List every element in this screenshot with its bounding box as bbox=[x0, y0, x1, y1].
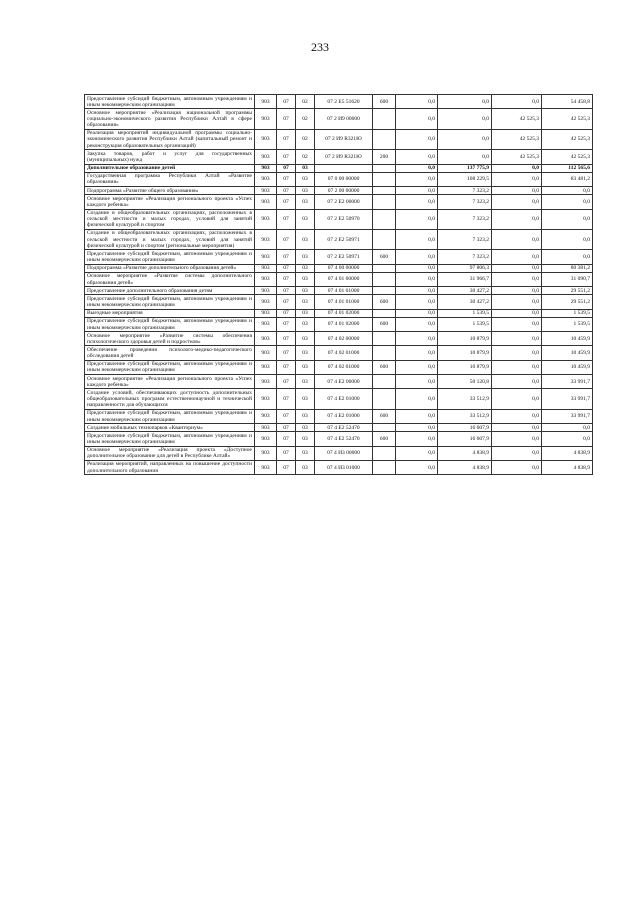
amount-d: 33 991,7 bbox=[542, 409, 593, 423]
target-code: 07 4 E2 01000 bbox=[315, 409, 373, 423]
subsection-code: 03 bbox=[296, 172, 315, 186]
table-row bbox=[85, 409, 593, 423]
subsection-code: 03 bbox=[296, 424, 315, 432]
table-row bbox=[85, 295, 593, 309]
amount-a: 0,0 bbox=[396, 250, 438, 264]
admin-code: 903 bbox=[255, 195, 277, 209]
amount-b: 50 120,8 bbox=[438, 375, 492, 389]
row-name: Основное мероприятие «Реализация регионального проекта «Успех каждого ребенка» bbox=[85, 375, 255, 389]
expense-type-code bbox=[373, 389, 396, 409]
table-row bbox=[85, 250, 593, 264]
row-name: Основное мероприятие «Развитие системы обеспечения психологического здоровья детей и подростков» bbox=[85, 332, 255, 346]
admin-code: 903 bbox=[255, 375, 277, 389]
admin-code: 903 bbox=[255, 150, 277, 164]
amount-a: 0,0 bbox=[396, 460, 438, 474]
target-code: 07 2 E2 50970 bbox=[315, 209, 373, 229]
amount-b: 30 427,2 bbox=[438, 287, 492, 295]
amount-c: 0,0 bbox=[492, 250, 542, 264]
amount-c: 0,0 bbox=[492, 346, 542, 360]
table-row bbox=[85, 287, 593, 295]
amount-d: 10 459,9 bbox=[542, 332, 593, 346]
admin-code: 903 bbox=[255, 287, 277, 295]
expense-type-code bbox=[373, 109, 396, 129]
section-code: 07 bbox=[277, 346, 296, 360]
subsection-code: 03 bbox=[296, 346, 315, 360]
amount-a: 0,0 bbox=[396, 129, 438, 149]
amount-c: 0,0 bbox=[492, 164, 542, 172]
amount-a: 0,0 bbox=[396, 95, 438, 109]
expense-type-code bbox=[373, 332, 396, 346]
admin-code: 903 bbox=[255, 164, 277, 172]
amount-a: 0,0 bbox=[396, 272, 438, 286]
expense-type-code bbox=[373, 229, 396, 249]
amount-d: 1 539,5 bbox=[542, 309, 593, 317]
subsection-code: 03 bbox=[296, 446, 315, 460]
table-row bbox=[85, 460, 593, 474]
amount-b: 1 539,5 bbox=[438, 309, 492, 317]
subsection-code: 02 bbox=[296, 95, 315, 109]
amount-b: 10 879,9 bbox=[438, 332, 492, 346]
subsection-code: 03 bbox=[296, 460, 315, 474]
amount-d: 33 991,7 bbox=[542, 375, 593, 389]
table-row bbox=[85, 150, 593, 164]
amount-d: 1 539,5 bbox=[542, 317, 593, 331]
amount-c: 0,0 bbox=[492, 295, 542, 309]
amount-b: 4 838,9 bbox=[438, 446, 492, 460]
target-code bbox=[315, 164, 373, 172]
table-row bbox=[85, 309, 593, 317]
target-code: 07 4 E2 00000 bbox=[315, 375, 373, 389]
amount-c: 0,0 bbox=[492, 460, 542, 474]
amount-a: 0,0 bbox=[396, 187, 438, 195]
amount-a: 0,0 bbox=[396, 264, 438, 272]
amount-c: 0,0 bbox=[492, 172, 542, 186]
admin-code: 903 bbox=[255, 460, 277, 474]
amount-b: 10 879,9 bbox=[438, 360, 492, 374]
admin-code: 903 bbox=[255, 360, 277, 374]
subsection-code: 03 bbox=[296, 432, 315, 446]
amount-c: 0,0 bbox=[492, 375, 542, 389]
section-code: 07 bbox=[277, 250, 296, 264]
table-row bbox=[85, 272, 593, 286]
admin-code: 903 bbox=[255, 229, 277, 249]
amount-c: 0,0 bbox=[492, 195, 542, 209]
amount-a: 0,0 bbox=[396, 295, 438, 309]
section-code: 07 bbox=[277, 332, 296, 346]
amount-c: 0,0 bbox=[492, 229, 542, 249]
row-name: Предоставление субсидий бюджетным, автономным учреждениям и иным некоммерческим организациям bbox=[85, 95, 255, 109]
target-code: 07 2 E2 00000 bbox=[315, 195, 373, 209]
target-code: 07 2 E2 50971 bbox=[315, 229, 373, 249]
admin-code: 903 bbox=[255, 264, 277, 272]
target-code: 07 4 И3 01000 bbox=[315, 460, 373, 474]
section-code: 07 bbox=[277, 150, 296, 164]
row-name: Реализация мероприятий, направленных на повышение доступности дополнительного образования bbox=[85, 460, 255, 474]
table-row bbox=[85, 346, 593, 360]
row-name: Закупка товаров, работ и услуг для государственных (муниципальных) нужд bbox=[85, 150, 255, 164]
row-name: Предоставление субсидий бюджетным, автономным учреждениям и иным некоммерческим организациям bbox=[85, 250, 255, 264]
row-name: Создание условий, обеспечивающих доступность дополнительных общеобразовательных программ естественнонаучной и технической направленности для обучающихся bbox=[85, 389, 255, 409]
expense-type-code: 600 bbox=[373, 409, 396, 423]
section-code: 07 bbox=[277, 129, 296, 149]
section-code: 07 bbox=[277, 309, 296, 317]
expense-type-code bbox=[373, 164, 396, 172]
amount-d: 10 459,9 bbox=[542, 346, 593, 360]
expense-type-code: 600 bbox=[373, 432, 396, 446]
amount-d: 31 090,7 bbox=[542, 272, 593, 286]
amount-c: 0,0 bbox=[492, 389, 542, 409]
expense-type-code bbox=[373, 375, 396, 389]
admin-code: 903 bbox=[255, 409, 277, 423]
section-code: 07 bbox=[277, 172, 296, 186]
amount-a: 0,0 bbox=[396, 446, 438, 460]
admin-code: 903 bbox=[255, 187, 277, 195]
amount-d: 0,0 bbox=[542, 195, 593, 209]
section-code: 07 bbox=[277, 446, 296, 460]
amount-d: 0,0 bbox=[542, 424, 593, 432]
target-code: 07 2 И9 R321Ю bbox=[315, 150, 373, 164]
amount-b: 10 879,9 bbox=[438, 346, 492, 360]
section-code: 07 bbox=[277, 164, 296, 172]
table-row bbox=[85, 317, 593, 331]
amount-d: 4 838,9 bbox=[542, 460, 593, 474]
amount-b: 30 427,2 bbox=[438, 295, 492, 309]
admin-code: 903 bbox=[255, 432, 277, 446]
amount-b: 108 229,5 bbox=[438, 172, 492, 186]
amount-a: 0,0 bbox=[396, 375, 438, 389]
row-name: Предоставление субсидий бюджетным, автономным учреждениям и иным некоммерческим организациям bbox=[85, 295, 255, 309]
amount-a: 0,0 bbox=[396, 172, 438, 186]
admin-code: 903 bbox=[255, 389, 277, 409]
table-row bbox=[85, 187, 593, 195]
target-code: 07 4 И3 00000 bbox=[315, 446, 373, 460]
subsection-code: 03 bbox=[296, 164, 315, 172]
section-code: 07 bbox=[277, 287, 296, 295]
amount-b: 16 607,9 bbox=[438, 432, 492, 446]
amount-a: 0,0 bbox=[396, 332, 438, 346]
target-code: 07 4 01 01000 bbox=[315, 287, 373, 295]
amount-b: 7 323,2 bbox=[438, 187, 492, 195]
target-code: 07 4 01 00000 bbox=[315, 272, 373, 286]
amount-c: 0,0 bbox=[492, 264, 542, 272]
amount-c: 0,0 bbox=[492, 95, 542, 109]
target-code: 07 4 01 01000 bbox=[315, 295, 373, 309]
target-code: 07 4 02 01000 bbox=[315, 346, 373, 360]
admin-code: 903 bbox=[255, 424, 277, 432]
row-name: Предоставление субсидий бюджетным, автономным учреждениям и иным некоммерческим организациям bbox=[85, 317, 255, 331]
amount-b: 33 512,9 bbox=[438, 389, 492, 409]
row-name: Подпрограмма «Развитие общего образования» bbox=[85, 187, 255, 195]
target-code: 07 2 E5 51620 bbox=[315, 95, 373, 109]
admin-code: 903 bbox=[255, 95, 277, 109]
row-name: Дополнительное образование детей bbox=[85, 164, 255, 172]
amount-d: 0,0 bbox=[542, 209, 593, 229]
amount-b: 137 775,9 bbox=[438, 164, 492, 172]
admin-code: 903 bbox=[255, 129, 277, 149]
row-name: Реализация мероприятий индивидуальной программы социально-экономического развития Республики Алтай (капитальный ремонт и реконструкция образовательных организаций) bbox=[85, 129, 255, 149]
amount-d: 4 838,9 bbox=[542, 446, 593, 460]
expense-type-code: 600 bbox=[373, 317, 396, 331]
amount-b: 16 607,9 bbox=[438, 424, 492, 432]
table-row bbox=[85, 432, 593, 446]
subsection-code: 03 bbox=[296, 272, 315, 286]
amount-a: 0,0 bbox=[396, 229, 438, 249]
section-code: 07 bbox=[277, 375, 296, 389]
target-code: 07 4 01 02000 bbox=[315, 309, 373, 317]
section-code: 07 bbox=[277, 229, 296, 249]
amount-c: 0,0 bbox=[492, 309, 542, 317]
amount-c: 0,0 bbox=[492, 446, 542, 460]
section-code: 07 bbox=[277, 389, 296, 409]
subsection-code: 03 bbox=[296, 250, 315, 264]
amount-b: 31 966,7 bbox=[438, 272, 492, 286]
target-code: 07 0 00 00000 bbox=[315, 172, 373, 186]
admin-code: 903 bbox=[255, 309, 277, 317]
subsection-code: 03 bbox=[296, 209, 315, 229]
amount-c: 0,0 bbox=[492, 332, 542, 346]
table-row bbox=[85, 446, 593, 460]
amount-a: 0,0 bbox=[396, 195, 438, 209]
page-number: 233 bbox=[311, 40, 329, 54]
subsection-code: 03 bbox=[296, 295, 315, 309]
subsection-code: 02 bbox=[296, 109, 315, 129]
section-code: 07 bbox=[277, 409, 296, 423]
row-name: Предоставление субсидий бюджетным, автономным учреждениям и иным некоммерческим организациям bbox=[85, 432, 255, 446]
target-code: 07 4 E2 52470 bbox=[315, 424, 373, 432]
subsection-code: 03 bbox=[296, 317, 315, 331]
amount-d: 33 991,7 bbox=[542, 389, 593, 409]
amount-a: 0,0 bbox=[396, 360, 438, 374]
subsection-code: 03 bbox=[296, 332, 315, 346]
row-name: Основное мероприятие «Реализация проекта «Доступное дополнительное образование для детей в Республике Алтай» bbox=[85, 446, 255, 460]
expense-type-code bbox=[373, 309, 396, 317]
section-code: 07 bbox=[277, 195, 296, 209]
amount-a: 0,0 bbox=[396, 209, 438, 229]
expense-type-code bbox=[373, 287, 396, 295]
target-code: 07 4 00 00000 bbox=[315, 264, 373, 272]
subsection-code: 03 bbox=[296, 187, 315, 195]
amount-d: 0,0 bbox=[542, 432, 593, 446]
table-row bbox=[85, 209, 593, 229]
amount-a: 0,0 bbox=[396, 432, 438, 446]
amount-c: 0,0 bbox=[492, 272, 542, 286]
table-row bbox=[85, 375, 593, 389]
table-row bbox=[85, 229, 593, 249]
expense-type-code bbox=[373, 264, 396, 272]
section-code: 07 bbox=[277, 187, 296, 195]
expense-type-code bbox=[373, 424, 396, 432]
amount-b: 0,0 bbox=[438, 129, 492, 149]
admin-code: 903 bbox=[255, 272, 277, 286]
target-code: 07 4 02 01000 bbox=[315, 360, 373, 374]
subsection-code: 03 bbox=[296, 229, 315, 249]
amount-d: 0,0 bbox=[542, 250, 593, 264]
amount-a: 0,0 bbox=[396, 317, 438, 331]
row-name: Основное мероприятие «Реализация национальной программы социально-экономического развития Республики Алтай в сфере образования» bbox=[85, 109, 255, 129]
expense-type-code bbox=[373, 129, 396, 149]
section-code: 07 bbox=[277, 95, 296, 109]
amount-b: 4 838,9 bbox=[438, 460, 492, 474]
admin-code: 903 bbox=[255, 332, 277, 346]
amount-d: 29 551,2 bbox=[542, 295, 593, 309]
amount-b: 33 512,9 bbox=[438, 409, 492, 423]
amount-c: 42 525,3 bbox=[492, 109, 542, 129]
subsection-code: 03 bbox=[296, 409, 315, 423]
row-name: Предоставление субсидий бюджетным, автономным учреждениям и иным некоммерческим организациям bbox=[85, 409, 255, 423]
amount-a: 0,0 bbox=[396, 109, 438, 129]
amount-d: 112 565,6 bbox=[542, 164, 593, 172]
expense-type-code bbox=[373, 195, 396, 209]
admin-code: 903 bbox=[255, 172, 277, 186]
row-name: Основное мероприятие «Реализация регионального проекта «Успех каждого ребенка» bbox=[85, 195, 255, 209]
target-code: 07 2 00 00000 bbox=[315, 187, 373, 195]
amount-d: 29 551,2 bbox=[542, 287, 593, 295]
admin-code: 903 bbox=[255, 109, 277, 129]
amount-c: 42 525,3 bbox=[492, 150, 542, 164]
amount-a: 0,0 bbox=[396, 309, 438, 317]
row-name: Создание мобильных технопарков «Кванториум» bbox=[85, 424, 255, 432]
target-code: 07 4 E2 01000 bbox=[315, 389, 373, 409]
table-row bbox=[85, 172, 593, 186]
target-code: 07 2 И9 R321Ю bbox=[315, 129, 373, 149]
section-code: 07 bbox=[277, 424, 296, 432]
amount-b: 7 323,2 bbox=[438, 195, 492, 209]
admin-code: 903 bbox=[255, 250, 277, 264]
admin-code: 903 bbox=[255, 317, 277, 331]
amount-c: 0,0 bbox=[492, 187, 542, 195]
section-code: 07 bbox=[277, 460, 296, 474]
amount-a: 0,0 bbox=[396, 424, 438, 432]
amount-d: 42 525,3 bbox=[542, 109, 593, 129]
amount-b: 0,0 bbox=[438, 95, 492, 109]
amount-c: 42 525,3 bbox=[492, 129, 542, 149]
row-name: Предоставление дополнительного образования детям bbox=[85, 287, 255, 295]
subsection-code: 03 bbox=[296, 375, 315, 389]
expense-type-code: 600 bbox=[373, 360, 396, 374]
amount-c: 0,0 bbox=[492, 409, 542, 423]
amount-c: 0,0 bbox=[492, 209, 542, 229]
subsection-code: 03 bbox=[296, 389, 315, 409]
section-code: 07 bbox=[277, 109, 296, 129]
subsection-code: 02 bbox=[296, 150, 315, 164]
row-name: Выездные мероприятия bbox=[85, 309, 255, 317]
amount-d: 0,0 bbox=[542, 229, 593, 249]
amount-a: 0,0 bbox=[396, 389, 438, 409]
section-code: 07 bbox=[277, 295, 296, 309]
amount-c: 0,0 bbox=[492, 432, 542, 446]
section-code: 07 bbox=[277, 264, 296, 272]
expense-type-code: 600 bbox=[373, 295, 396, 309]
section-code: 07 bbox=[277, 272, 296, 286]
admin-code: 903 bbox=[255, 446, 277, 460]
amount-b: 0,0 bbox=[438, 150, 492, 164]
admin-code: 903 bbox=[255, 209, 277, 229]
amount-c: 0,0 bbox=[492, 317, 542, 331]
section-code: 07 bbox=[277, 360, 296, 374]
table-row bbox=[85, 360, 593, 374]
amount-c: 0,0 bbox=[492, 287, 542, 295]
subsection-code: 03 bbox=[296, 360, 315, 374]
row-name: Создание в общеобразовательных организациях, расположенных в сельской местности и малых городах, условий для занятий физической культурой и спортом (региональные мероприятия) bbox=[85, 229, 255, 249]
amount-d: 42 525,3 bbox=[542, 129, 593, 149]
subsection-code: 03 bbox=[296, 264, 315, 272]
amount-d: 80 381,2 bbox=[542, 264, 593, 272]
amount-a: 0,0 bbox=[396, 150, 438, 164]
target-code: 07 4 E2 52470 bbox=[315, 432, 373, 446]
amount-b: 7 323,2 bbox=[438, 250, 492, 264]
subsection-code: 03 bbox=[296, 195, 315, 209]
amount-c: 0,0 bbox=[492, 360, 542, 374]
amount-a: 0,0 bbox=[396, 287, 438, 295]
row-name: Основное мероприятие «Развитие системы дополнительного образования детей» bbox=[85, 272, 255, 286]
row-name: Государственная программа Республики Алтай «Развитие образования» bbox=[85, 172, 255, 186]
section-code: 07 bbox=[277, 317, 296, 331]
admin-code: 903 bbox=[255, 346, 277, 360]
table-row bbox=[85, 195, 593, 209]
expense-type-code: 600 bbox=[373, 95, 396, 109]
amount-b: 97 806,3 bbox=[438, 264, 492, 272]
amount-d: 0,0 bbox=[542, 187, 593, 195]
amount-a: 0,0 bbox=[396, 346, 438, 360]
amount-d: 83 481,2 bbox=[542, 172, 593, 186]
amount-b: 7 323,2 bbox=[438, 209, 492, 229]
table-row bbox=[85, 389, 593, 409]
expense-type-code: 600 bbox=[373, 250, 396, 264]
subsection-code: 03 bbox=[296, 287, 315, 295]
expense-type-code bbox=[373, 446, 396, 460]
amount-c: 0,0 bbox=[492, 424, 542, 432]
row-name: Обеспечение проведения психолого-медико-педагогического обследования детей bbox=[85, 346, 255, 360]
amount-d: 42 525,3 bbox=[542, 150, 593, 164]
expense-type-code bbox=[373, 209, 396, 229]
table-row bbox=[85, 424, 593, 432]
table-row bbox=[85, 264, 593, 272]
expense-type-code bbox=[373, 460, 396, 474]
target-code: 07 4 01 02000 bbox=[315, 317, 373, 331]
admin-code: 903 bbox=[255, 295, 277, 309]
budget-table bbox=[84, 94, 593, 475]
amount-a: 0,0 bbox=[396, 164, 438, 172]
subsection-code: 03 bbox=[296, 309, 315, 317]
target-code: 07 4 02 00000 bbox=[315, 332, 373, 346]
amount-d: 10 459,9 bbox=[542, 360, 593, 374]
table-row bbox=[85, 332, 593, 346]
table-row bbox=[85, 129, 593, 149]
section-code: 07 bbox=[277, 209, 296, 229]
amount-b: 1 539,5 bbox=[438, 317, 492, 331]
target-code: 07 2 И9 00000 bbox=[315, 109, 373, 129]
expense-type-code: 200 bbox=[373, 150, 396, 164]
target-code: 07 2 E2 50971 bbox=[315, 250, 373, 264]
amount-b: 0,0 bbox=[438, 109, 492, 129]
amount-b: 7 323,2 bbox=[438, 229, 492, 249]
amount-d: 54 458,8 bbox=[542, 95, 593, 109]
expense-type-code bbox=[373, 187, 396, 195]
row-name: Создание в общеобразовательных организациях, расположенных в сельской местности и малых городах, условий для занятий физической культурой и спортом bbox=[85, 209, 255, 229]
row-name: Предоставление субсидий бюджетным, автономным учреждениям и иным некоммерческим организациям bbox=[85, 360, 255, 374]
subsection-code: 02 bbox=[296, 129, 315, 149]
table-row bbox=[85, 109, 593, 129]
table-row bbox=[85, 164, 593, 172]
expense-type-code bbox=[373, 346, 396, 360]
row-name: Подпрограмма «Развитие дополнительного образования детей» bbox=[85, 264, 255, 272]
section-code: 07 bbox=[277, 432, 296, 446]
amount-a: 0,0 bbox=[396, 409, 438, 423]
expense-type-code bbox=[373, 172, 396, 186]
expense-type-code bbox=[373, 272, 396, 286]
table-row bbox=[85, 95, 593, 109]
